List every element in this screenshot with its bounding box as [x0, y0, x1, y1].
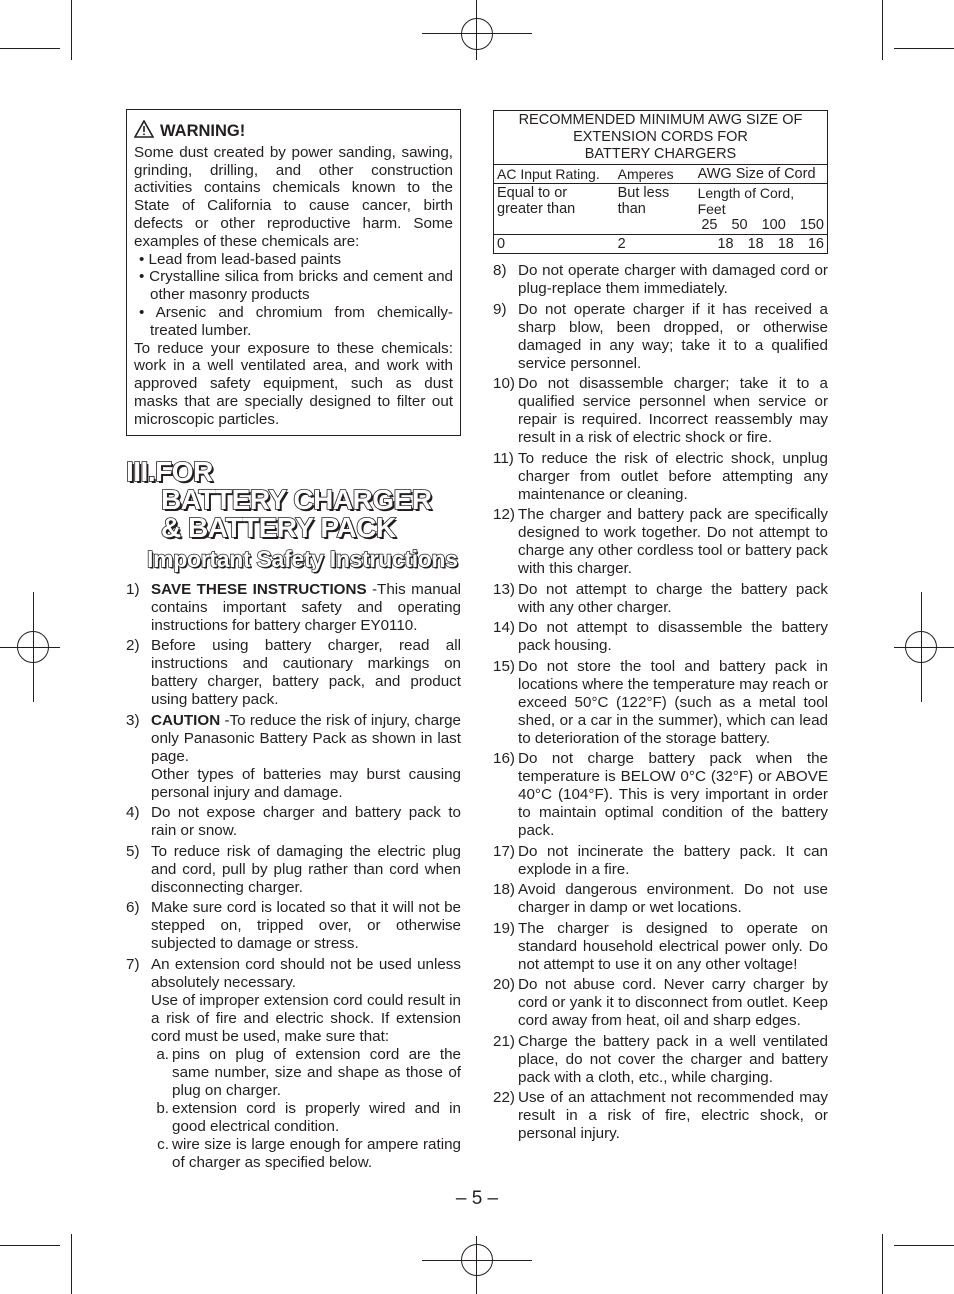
crop-mark [894, 647, 954, 648]
crop-mark [33, 592, 34, 702]
crop-mark [422, 1260, 532, 1261]
list-item: 9) Do not operate charger if it has received a sharp blow, been dropped, or otherwise damaged in any way; take it to a qualified service personnel. [493, 300, 828, 372]
right-instruction-list [493, 262, 828, 1143]
sub-list-item: b. extension cord is properly wired and in good electrical condition. [156, 1099, 461, 1135]
awg-cell: 2 [615, 235, 695, 254]
section-title-line1: III.FOR [126, 455, 213, 487]
warning-bullet: • Crystalline silica from bricks and cement and other masonry products [139, 268, 453, 304]
crop-mark [476, 1236, 477, 1294]
list-item: 1) SAVE THESE INSTRUCTIONS -This manual contains important safety and operating instructions for battery charger EY0110. [126, 580, 461, 634]
list-item: 15) Do not store the tool and battery pack in locations where the temperature may reach or exceed 50°C (122°F) (such as a metal tool shed, or a car in the summer), which can lead to deterioration of the storage battery. [493, 657, 828, 747]
page-number: – 5 – [455, 1188, 499, 1209]
crop-mark [921, 592, 922, 702]
list-item: 11) To reduce the risk of electric shock, unplug charger from outlet before attempting any maintenance or cleaning. [493, 449, 828, 503]
warning-closing: To reduce your exposure to these chemicals: work in a well ventilated area, and work with approved safety equipment, such as dust masks that are specially designed to filter out microscopic particles. [134, 339, 453, 428]
warning-triangle-icon [134, 120, 154, 143]
list-item: 6) Make sure cord is located so that it will not be stepped on, tripped over, or otherwise subjected to damage or stress. [126, 899, 461, 953]
awg-col-header: AWG Size of Cord [695, 165, 828, 184]
list-item: 4) Do not expose charger and battery pack to rain or snow. [126, 804, 461, 840]
list-item: 20) Do not abuse cord. Never carry charger by cord or yank it to disconnect from outlet. Keep cord away from heat, oil and sharp edges. [493, 976, 828, 1029]
awg-cell [695, 235, 828, 254]
length-values: 25 50 100 150 [701, 217, 824, 233]
awg-col-header: Amperes [615, 165, 695, 184]
section-heading [126, 455, 461, 573]
list-item: 19) The charger is designed to operate on standard household electrical power only. Do not attempt to use it on any other voltage! [493, 919, 828, 973]
awg-cell: But less than [617, 185, 670, 217]
list-item: 21) Charge the battery pack in a well ventilated place, do not cover the charger and battery pack with a cloth, etc., while charging. [493, 1032, 828, 1086]
crop-mark [422, 33, 532, 34]
awg-cell: Equal to or greater than [497, 185, 576, 217]
registration-mark [461, 18, 493, 50]
crop-mark [0, 647, 60, 648]
awg-table [493, 110, 828, 254]
list-item: 13) Do not attempt to charge the battery pack with any other charger. [493, 580, 828, 616]
awg-table-title: RECOMMENDED MINIMUM AWG SIZE OF EXTENSION CORDS FOR BATTERY CHARGERS [494, 111, 828, 165]
warning-heading [134, 120, 453, 143]
sub-list-item: a. pins on plug of extension cord are the same number, size and shape as those of plug on charger. [156, 1045, 461, 1099]
list-item: 8) Do not operate charger with damaged cord or plug-replace them immediately. [493, 262, 828, 297]
awg-cell: 0 [494, 235, 615, 254]
crop-mark [894, 1245, 954, 1246]
crop-mark [71, 1234, 72, 1294]
awg-col-header: AC Input Rating. [494, 165, 615, 184]
awg-cell: Length of Cord, Feet 25 50 100 150 [697, 185, 824, 233]
left-instruction-list [126, 581, 461, 1172]
sub-list-item: c. wire size is large enough for ampere rating of charger as specified below. [157, 1135, 461, 1171]
list-item: 5) To reduce risk of damaging the electric plug and cord, pull by plug rather than cord when disconnecting charger. [126, 842, 461, 896]
crop-mark [476, 0, 477, 60]
list-item: 3) CAUTION -To reduce the risk of injury, charge only Panasonic Battery Pack as shown in last page. Other types of batteries may burst causing personal injury and damage. [126, 711, 461, 801]
section-subtitle: Important Safety Instructions [147, 545, 458, 572]
list-item: 7) An extension cord should not be used unless absolutely necessary. Use of improper extension cord could result in a risk of fire and electric shock. If extension cord must be used, make sure that: a. pins on plug of extension cord are the same number, size and shape as those of plug on charger. b. extension cord is properly wired and in good electrical condition. c. wire size is large enough for ampere rating of charger as specified below. [126, 955, 461, 1171]
section-title-line2: BATTERY CHARGER [161, 483, 432, 515]
list-item: 12) The charger and battery pack are specifically designed to work together. Do not attempt to charge any other cordless tool or battery pack with this charger. [493, 506, 828, 577]
crop-mark [882, 1234, 883, 1294]
section-title-line3: & BATTERY PACK [161, 511, 396, 543]
list-item: 22) Use of an attachment not recommended may result in a risk of fire, electric shock, or personal injury. [493, 1089, 828, 1142]
list-item: 10) Do not disassemble charger; take it to a qualified service personnel when service or repair is required. Incorrect reassembly may result in a risk of electric shock or fire. [493, 375, 828, 446]
list-item: 18) Avoid dangerous environment. Do not use charger in damp or wet locations. [493, 881, 828, 916]
crop-mark [0, 48, 60, 49]
warning-bullet: • Arsenic and chromium from chemically-treated lumber. [139, 303, 453, 339]
list-item: 2) Before using battery charger, read all instructions and cautionary markings on battery charger, battery pack, and product using battery pack. [126, 637, 461, 709]
list-item: 14) Do not attempt to disassemble the battery pack housing. [493, 619, 828, 654]
crop-mark [894, 48, 954, 49]
warning-bullet: • Lead from lead-based paints [139, 250, 342, 268]
warning-title: WARNING! [160, 121, 246, 140]
warning-body: Some dust created by power sanding, sawing, grinding, drilling, and other construction activities contains chemicals known to the State of California to cause cancer, birth defects or other reproductive harm. Some examples of these chemicals are: [134, 143, 453, 250]
list-item: 16) Do not charge battery pack when the temperature is BELOW 0°C (32°F) or ABOVE 40°C (104°F). This is very important in order to maintain optimal condition of the battery pack. [493, 750, 828, 839]
crop-mark [71, 0, 72, 60]
right-column [493, 110, 828, 1146]
left-column [126, 109, 461, 1174]
list-item: 17) Do not incinerate the battery pack. It can explode in a fire. [493, 842, 828, 878]
size-values: 18 18 18 16 [717, 236, 824, 252]
crop-mark [0, 1245, 60, 1246]
warning-box [126, 109, 461, 436]
crop-mark [882, 0, 883, 60]
